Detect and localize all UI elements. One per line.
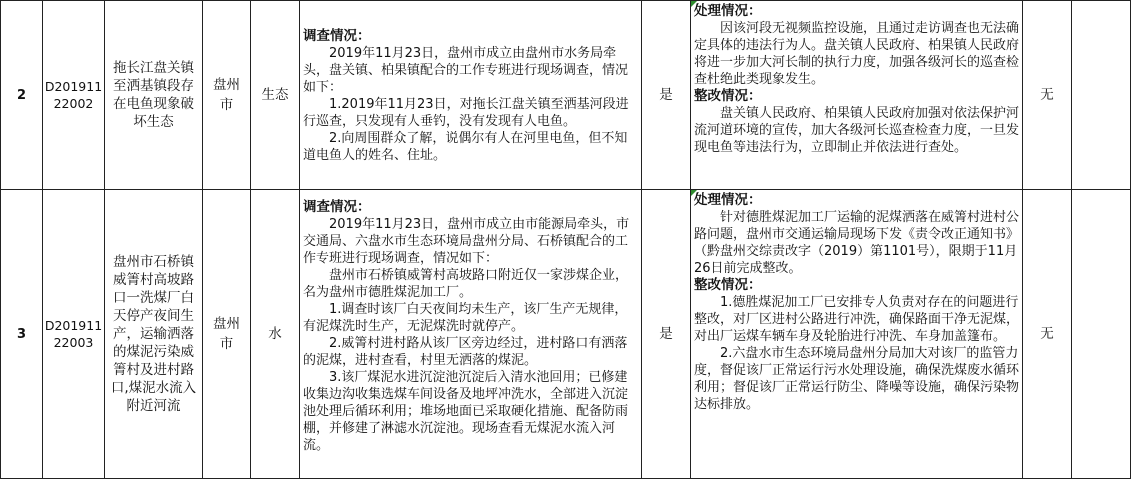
rectification-heading: 整改情况：	[694, 88, 762, 104]
extra-cell	[1072, 190, 1130, 478]
county: 盘州 市	[213, 77, 240, 113]
accountability: 无	[1040, 325, 1054, 342]
verified-flag: 是	[659, 325, 673, 342]
extra-cell	[1072, 1, 1130, 189]
investigation-paragraph: 1.2019年11月23日，对拖长江盘关镇至洒基河段进行巡查，只发现有人垂钓，没有发现有人电鱼。	[303, 97, 629, 129]
investigation-paragraph: 盘州市石桥镇威箐村高坡路口附近仅一家涉煤企业，名为盘州市德胜煤泥加工厂。	[303, 268, 629, 300]
pollution-type: 水	[268, 325, 282, 342]
accountability: 无	[1040, 86, 1054, 103]
row-number: 3	[16, 326, 27, 342]
rectification-paragraph: 2.六盘水市生态环境局盘州分局加大对该厂的监管力度，督促该厂正常运行污水处理设施，确保洗煤废水循环利用；督促该厂正常运行防尘、降噪等设施，确保污染物达标排放。	[694, 346, 1020, 412]
investigation-paragraph: 2.向周围群众了解，说偶尔有人在河里电鱼，但不知道电鱼人的姓名、住址。	[303, 131, 628, 163]
handling-details	[694, 3, 1019, 187]
investigation-heading: 调查情况：	[303, 199, 371, 215]
investigation-paragraph: 1.调查时该厂白天夜间均未生产，该厂生产无规律，有泥煤洗时生产，无泥煤洗时就停产。	[303, 302, 628, 334]
col-border	[299, 0, 300, 479]
investigation-paragraph: 2019年11月23日，盘州市成立由盘州市水务局牵头，盘关镇、柏果镇配合的工作专班进行现场调查，情况如下：	[303, 46, 629, 95]
handling-paragraph: 因该河段无视频监控设施，且通过走访调查也无法确定具体的违法行为人。盘关镇人民政府、柏果镇人民政府将进一步加大河长制的执行力度，加强各级河长的巡查检查杜绝此类现象发生。	[694, 21, 1020, 87]
case-code: D201911 22002	[44, 79, 103, 111]
handling-paragraph: 针对德胜煤泥加工厂运输的泥煤洒落在威箐村进村公路问题，盘州市交通运输局现场下发《责令改正通知书》（黔盘州交综责改字（2019）第1101号），限期于11月26日前完成整改。	[694, 210, 1020, 276]
col-border	[690, 0, 691, 479]
row-number: 2	[16, 87, 27, 103]
investigation-details	[303, 199, 637, 475]
issue-description: 盘州市石桥镇 威箐村高坡路 口一洗煤厂白 天停产夜间生 产，运输洒落 的煤泥污染威 箐村及进村路 口,煤泥水流入 附近河流	[110, 254, 197, 414]
investigation-details	[303, 4, 637, 188]
pollution-type: 生态	[261, 86, 289, 103]
rectification-paragraph: 1.德胜煤泥加工厂已安排专人负责对存在的问题进行整改，对厂区进村公路进行冲洗，确保路面干净无泥煤，对出厂运煤车辆车身及轮胎进行冲洗、车身加盖篷布。	[694, 295, 1020, 344]
handling-heading: 处理情况：	[694, 192, 762, 208]
case-code: D201911 22003	[44, 318, 103, 350]
issue-description: 拖长江盘关镇 至洒基镇段存 在电鱼现象破 坏生态	[113, 60, 194, 130]
verified-flag: 是	[659, 86, 673, 103]
handling-details	[694, 192, 1019, 476]
rectification-heading: 整改情况：	[694, 277, 762, 293]
investigation-paragraph: 3.该厂煤泥水进沉淀池沉淀后入清水池回用；已修建收集边沟收集选煤车间设备及地坪冲洗水，全部进入沉淀池处理后循环利用；堆场地面已采取硬化措施、配备防雨棚，并修建了淋滤水沉淀池。现场查看无煤泥水流入河流。	[303, 370, 629, 453]
investigation-heading: 调查情况：	[303, 28, 371, 44]
investigation-paragraph: 2019年11月23日，盘州市成立由市能源局牵头，市交通局、六盘水市生态环境局盘州分局、石桥镇配合的工作专班进行现场调查，情况如下：	[303, 217, 630, 266]
handling-heading: 处理情况：	[694, 3, 762, 19]
rectification-paragraph: 盘关镇人民政府、柏果镇人民政府加强对依法保护河流河道环境的宣传，加大各级河长巡查检查力度，一旦发现电鱼等违法行为，立即制止并依法进行查处。	[694, 106, 1020, 155]
county: 盘州 市	[213, 316, 240, 352]
investigation-paragraph: 2.威箐村进村路从该厂区旁边经过，进村路口有洒落的泥煤，进村查看，村里无洒落的煤泥。	[303, 336, 628, 368]
